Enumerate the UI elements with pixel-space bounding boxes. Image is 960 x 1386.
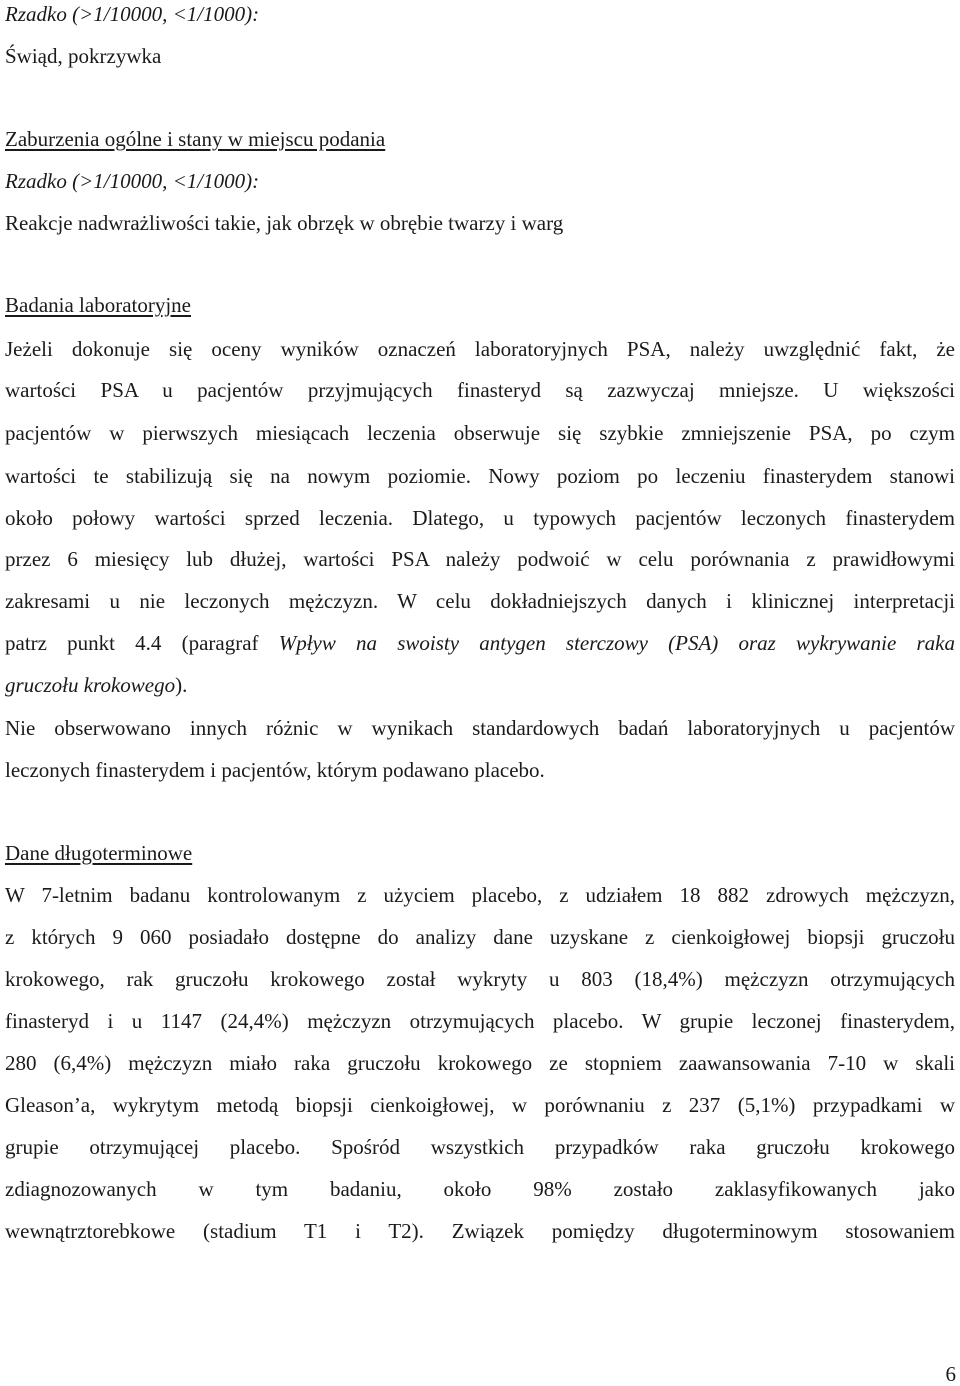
- paragraph-line: W 7-letnim badanu kontrolowanym z użyciem placebo, z udziałem 18 882 zdrowych mężczyzn,: [5, 883, 955, 907]
- frequency-label: Rzadko (>1/10000, <1/1000):: [5, 2, 260, 26]
- frequency-label: Rzadko (>1/10000, <1/1000):: [5, 169, 260, 193]
- paragraph-line: Jeżeli dokonuje się oceny wyników oznaczeń laboratoryjnych PSA, należy uwzględnić fakt, że: [5, 337, 955, 361]
- paragraph-line: [5, 630, 955, 656]
- paragraph-line: krokowego, rak gruczołu krokowego został wykryty u 803 (18,4%) mężczyzn otrzymujących: [5, 967, 955, 991]
- adverse-effects-text: Świąd, pokrzywka: [5, 44, 162, 68]
- paragraph-line: przez 6 miesięcy lub dłużej, wartości PSA należy podwoić w celu porównania z prawidłowymi: [5, 547, 955, 571]
- section-heading: Badania laboratoryjne: [5, 293, 192, 317]
- paragraph-line: pacjentów w pierwszych miesiącach leczenia obserwuje się szybkie zmniejszenie PSA, po czym: [5, 421, 955, 445]
- paragraph-line: leczonych finasterydem i pacjentów, którym podawano placebo.: [5, 758, 545, 782]
- paragraph-line: 280 (6,4%) mężczyzn miało raka gruczołu krokowego ze stopniem zaawansowania 7-10 w skali: [5, 1051, 955, 1075]
- reference-title: Wpływ na swoisty antygen sterczowy (PSA) oraz wykrywanie raka: [278, 631, 955, 655]
- page-number: 6: [945, 1362, 956, 1386]
- paragraph-line: wartości te stabilizują się na nowym poziomie. Nowy poziom po leczeniu finasterydem stanowi: [5, 464, 955, 488]
- paragraph-line: wartości PSA u pacjentów przyjmujących finasteryd są zazwyczaj mniejsze. U większości: [5, 378, 955, 402]
- paragraph-line: finasteryd i u 1147 (24,4%) mężczyzn otrzymujących placebo. W grupie leczonej finasterydem,: [5, 1009, 955, 1033]
- reference-text: patrz punkt 4.4 (paragraf: [5, 631, 279, 655]
- paragraph-line: [5, 672, 187, 698]
- reference-title: gruczołu krokowego: [5, 673, 176, 697]
- reference-text: ).: [175, 673, 188, 697]
- paragraph-line: wewnątrztorebkowe (stadium T1 i T2). Związek pomiędzy długoterminowym stosowaniem: [5, 1219, 955, 1243]
- paragraph-line: Nie obserwowano innych różnic w wynikach standardowych badań laboratoryjnych u pacjentów: [5, 716, 955, 740]
- adverse-effects-text: Reakcje nadwrażliwości takie, jak obrzęk w obrębie twarzy i warg: [5, 211, 564, 235]
- paragraph-line: z których 9 060 posiadało dostępne do analizy dane uzyskane z cienkoigłowej biopsji gruczołu: [5, 925, 955, 949]
- paragraph-line: zdiagnozowanych w tym badaniu, około 98% zostało zaklasyfikowanych jako: [5, 1177, 955, 1201]
- paragraph-line: Gleason’a, wykrytym metodą biopsji cienkoigłowej, w porównaniu z 237 (5,1%) przypadkami w: [5, 1093, 955, 1117]
- paragraph-line: około połowy wartości sprzed leczenia. Dlatego, u typowych pacjentów leczonych finasterydem: [5, 506, 955, 530]
- section-heading: Zaburzenia ogólne i stany w miejscu podania: [5, 127, 386, 151]
- paragraph-line: zakresami u nie leczonych mężczyzn. W celu dokładniejszych danych i klinicznej interpretacji: [5, 589, 955, 613]
- paragraph-line: grupie otrzymującej placebo. Spośród wszystkich przypadków raka gruczołu krokowego: [5, 1135, 955, 1159]
- section-heading: Dane długoterminowe: [5, 841, 193, 865]
